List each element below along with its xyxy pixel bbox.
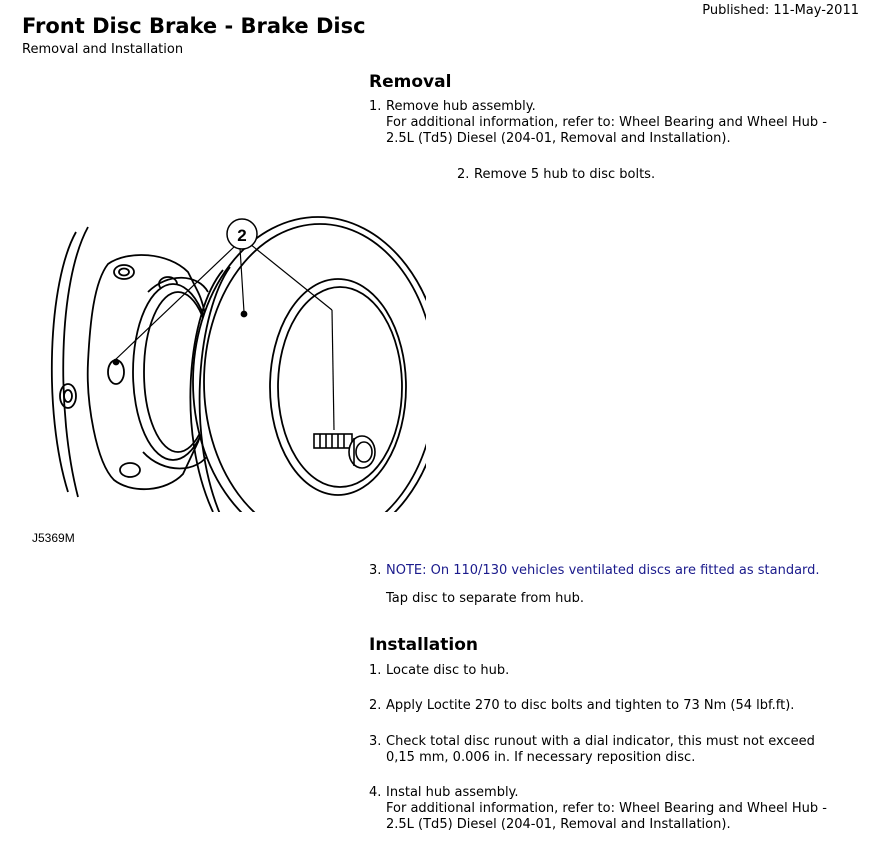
step-reference: For additional information, refer to: Wheel Bearing and Wheel Hub - xyxy=(386,801,827,816)
step-text: Tap disc to separate from hub. xyxy=(386,591,585,606)
figure-callout-label: 2 xyxy=(237,226,247,245)
step-note: NOTE: On 110/130 vehicles ventilated discs are fitted as standard. xyxy=(386,563,820,578)
step-text: Remove hub assembly. xyxy=(386,99,536,114)
step-text: Remove 5 hub to disc bolts. xyxy=(474,167,656,182)
step-text: Check total disc runout with a dial indicator, this must not exceed xyxy=(386,734,815,749)
step-reference: 2.5L (Td5) Diesel (204-01, Removal and Installation). xyxy=(386,817,731,832)
step-number: 1. xyxy=(369,99,382,114)
removal-step-1 xyxy=(369,99,859,149)
installation-step-4 xyxy=(369,785,859,835)
step-number: 2. xyxy=(369,698,382,713)
step-reference: For additional information, refer to: Wheel Bearing and Wheel Hub - xyxy=(386,115,827,130)
removal-step-2 xyxy=(457,167,757,185)
step-reference: 2.5L (Td5) Diesel (204-01, Removal and Installation). xyxy=(386,131,731,146)
installation-heading: Installation xyxy=(369,635,479,655)
removal-step-3 xyxy=(369,563,859,611)
published-date: Published: 11-May-2011 xyxy=(702,3,859,18)
figure-id: J5369M xyxy=(32,531,75,545)
installation-step-1 xyxy=(369,663,859,681)
step-text: Locate disc to hub. xyxy=(386,663,510,678)
page-subtitle: Removal and Installation xyxy=(22,42,184,57)
brake-disc-illustration xyxy=(48,212,426,517)
installation-step-3 xyxy=(369,734,859,768)
step-text: Apply Loctite 270 to disc bolts and tighten to 73 Nm (54 lbf.ft). xyxy=(386,698,795,713)
page-title: Front Disc Brake - Brake Disc xyxy=(22,14,366,38)
step-number: 3. xyxy=(369,563,382,578)
step-number: 3. xyxy=(369,734,382,749)
installation-step-2 xyxy=(369,698,859,716)
step-number: 2. xyxy=(457,167,470,182)
step-number: 1. xyxy=(369,663,382,678)
step-text: 0,15 mm, 0.006 in. If necessary reposition disc. xyxy=(386,750,696,765)
step-number: 4. xyxy=(369,785,382,800)
removal-heading: Removal xyxy=(369,72,452,92)
step-text: Instal hub assembly. xyxy=(386,785,519,800)
